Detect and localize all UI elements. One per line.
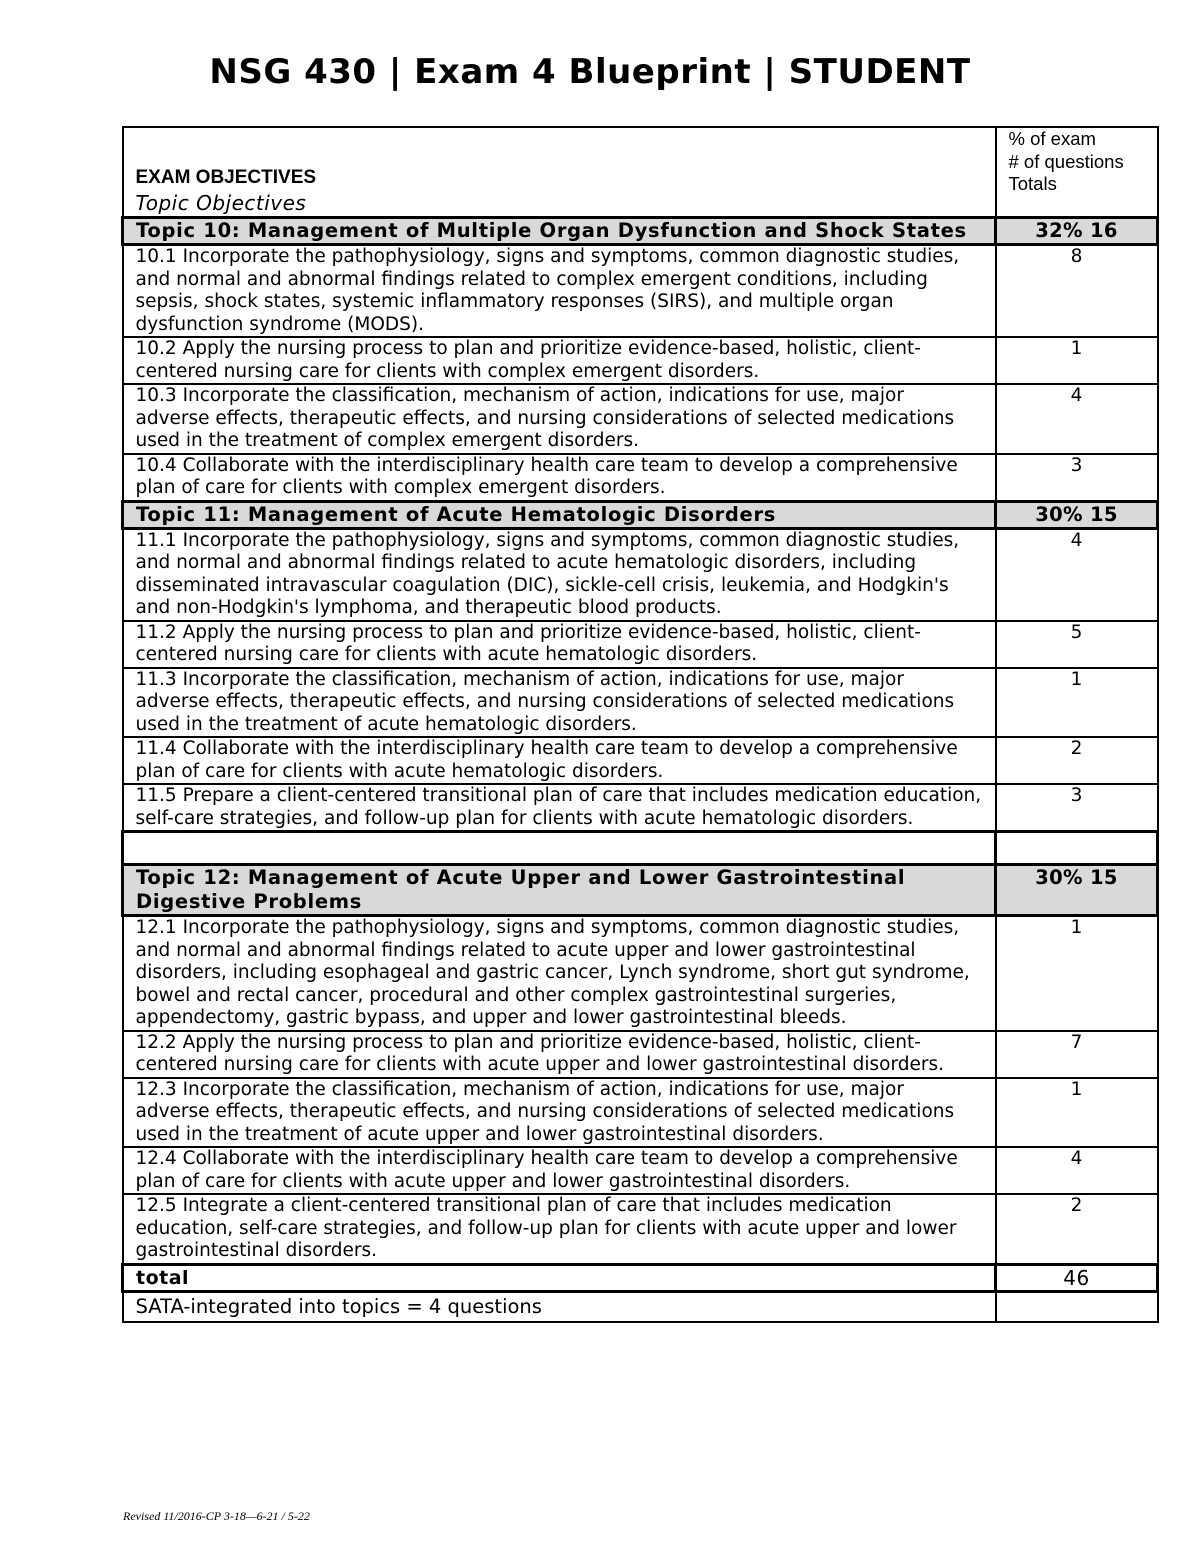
topic-title: Topic 11: Management of Acute Hematologic Disorders <box>123 501 996 528</box>
revision-footer: Revised 11/2016-CP 3-18—6-21 / 5-22 <box>123 1509 310 1523</box>
objective-count: 5 <box>996 621 1158 668</box>
objective-text: 12.2 Apply the nursing process to plan and prioritize evidence-based, holistic, client-centered nursing care for clients with acute upper and lower gastrointestinal disorders. <box>123 1031 996 1078</box>
objective-count: 2 <box>996 737 1158 784</box>
objective-text: 11.3 Incorporate the classification, mechanism of action, indications for use, major adverse effects, therapeutic effects, and nursing considerations of selected medications used in the treatment of acute hematologic disorders. <box>123 668 996 738</box>
objective-count: 2 <box>996 1194 1158 1264</box>
objective-count: 4 <box>996 384 1158 454</box>
topic-title: Topic 10: Management of Multiple Organ Dysfunction and Shock States <box>123 218 996 245</box>
exam-objectives-heading: EXAM OBJECTIVES <box>135 167 317 188</box>
objective-text: 10.2 Apply the nursing process to plan and prioritize evidence-based, holistic, client-centered nursing care for clients with complex emergent disorders. <box>123 337 996 384</box>
objective-text: 10.4 Collaborate with the interdisciplinary health care team to develop a comprehensive plan of care for clients with complex emergent disorders. <box>123 454 996 502</box>
objective-count: 4 <box>996 1147 1158 1194</box>
total-label: total <box>123 1264 996 1291</box>
objective-row <box>123 384 1158 454</box>
spacer-cell <box>996 832 1158 865</box>
pct-of-exam-label: % of exam <box>1008 128 1096 149</box>
objective-text: 12.4 Collaborate with the interdisciplinary health care team to develop a comprehensive plan of care for clients with acute upper and lower gastrointestinal disorders. <box>123 1147 996 1194</box>
total-value: 46 <box>996 1264 1158 1291</box>
topic-total: 32% 16 <box>996 218 1158 245</box>
objective-row <box>123 1147 1158 1194</box>
objective-count: 8 <box>996 245 1158 338</box>
sata-row <box>123 1291 1158 1322</box>
objective-row <box>123 668 1158 738</box>
topic-row <box>123 218 1158 245</box>
header-objectives-cell <box>123 127 996 218</box>
topic-row <box>123 501 1158 528</box>
header-row <box>123 127 1158 218</box>
objective-text: 11.1 Incorporate the pathophysiology, signs and symptoms, common diagnostic studies, and normal and abnormal findings related to acute hematologic disorders, including disseminated intravascular coagulation (DIC), sickle-cell crisis, leukemia, and Hodgkin's and non-Hodgkin's lymphoma, and therapeutic blood products. <box>123 528 996 621</box>
sata-note: SATA-integrated into topics = 4 questions <box>123 1291 996 1322</box>
objective-text: 10.1 Incorporate the pathophysiology, signs and symptoms, common diagnostic studies, and normal and abnormal findings related to complex emergent conditions, including sepsis, shock states, systemic inflammatory responses (SIRS), and multiple organ dysfunction syndrome (MODS). <box>123 245 996 338</box>
objective-text: 12.1 Incorporate the pathophysiology, signs and symptoms, common diagnostic studies, and normal and abnormal findings related to acute upper and lower gastrointestinal disorders, including esophageal and gastric cancer, Lynch syndrome, short gut syndrome, bowel and rectal cancer, procedural and other complex gastrointestinal surgeries, appendectomy, gastric bypass, and upper and lower gastrointestinal bleeds. <box>123 916 996 1031</box>
totals-label: Totals <box>1008 173 1057 194</box>
objective-text: 11.4 Collaborate with the interdisciplinary health care team to develop a comprehensive plan of care for clients with acute hematologic disorders. <box>123 737 996 784</box>
objective-count: 1 <box>996 916 1158 1031</box>
objective-count: 3 <box>996 784 1158 832</box>
topic-total: 30% 15 <box>996 501 1158 528</box>
objective-row <box>123 1194 1158 1264</box>
objective-row <box>123 784 1158 832</box>
topic-total: 30% 15 <box>996 865 1158 916</box>
num-questions-label: # of questions <box>1008 150 1124 172</box>
objective-count: 4 <box>996 528 1158 621</box>
topic-title: Topic 12: Management of Acute Upper and Lower Gastrointestinal Digestive Problems <box>123 865 996 916</box>
topic-objectives-heading: Topic Objectives <box>135 191 307 215</box>
objective-count: 3 <box>996 454 1158 502</box>
objective-row <box>123 916 1158 1031</box>
page-title: NSG 430 | Exam 4 Blueprint | STUDENT <box>209 52 971 92</box>
topic-row <box>123 865 1158 916</box>
objective-count: 1 <box>996 337 1158 384</box>
objective-count: 1 <box>996 1078 1158 1148</box>
objective-count: 7 <box>996 1031 1158 1078</box>
spacer-row <box>123 832 1158 865</box>
header-totals-cell <box>996 127 1158 218</box>
objective-text: 11.2 Apply the nursing process to plan and prioritize evidence-based, holistic, client-centered nursing care for clients with acute hematologic disorders. <box>123 621 996 668</box>
objective-row <box>123 454 1158 502</box>
objective-row <box>123 737 1158 784</box>
objective-row <box>123 245 1158 338</box>
objective-row <box>123 337 1158 384</box>
total-row <box>123 1264 1158 1291</box>
spacer-cell <box>123 832 996 865</box>
objective-row <box>123 621 1158 668</box>
objective-row <box>123 1078 1158 1148</box>
objective-text: 12.3 Incorporate the classification, mechanism of action, indications for use, major adverse effects, therapeutic effects, and nursing considerations of selected medications used in the treatment of acute upper and lower gastrointestinal disorders. <box>123 1078 996 1148</box>
sata-empty-cell <box>996 1291 1158 1322</box>
objective-text: 12.5 Integrate a client-centered transitional plan of care that includes medication education, self-care strategies, and follow-up plan for clients with acute upper and lower gastrointestinal disorders. <box>123 1194 996 1264</box>
blueprint-table <box>121 126 1159 1323</box>
objective-text: 11.5 Prepare a client-centered transitional plan of care that includes medication education, self-care strategies, and follow-up plan for clients with acute hematologic disorders. <box>123 784 996 832</box>
objective-text: 10.3 Incorporate the classification, mechanism of action, indications for use, major adverse effects, therapeutic effects, and nursing considerations of selected medications used in the treatment of complex emergent disorders. <box>123 384 996 454</box>
objective-row <box>123 528 1158 621</box>
objective-row <box>123 1031 1158 1078</box>
objective-count: 1 <box>996 668 1158 738</box>
